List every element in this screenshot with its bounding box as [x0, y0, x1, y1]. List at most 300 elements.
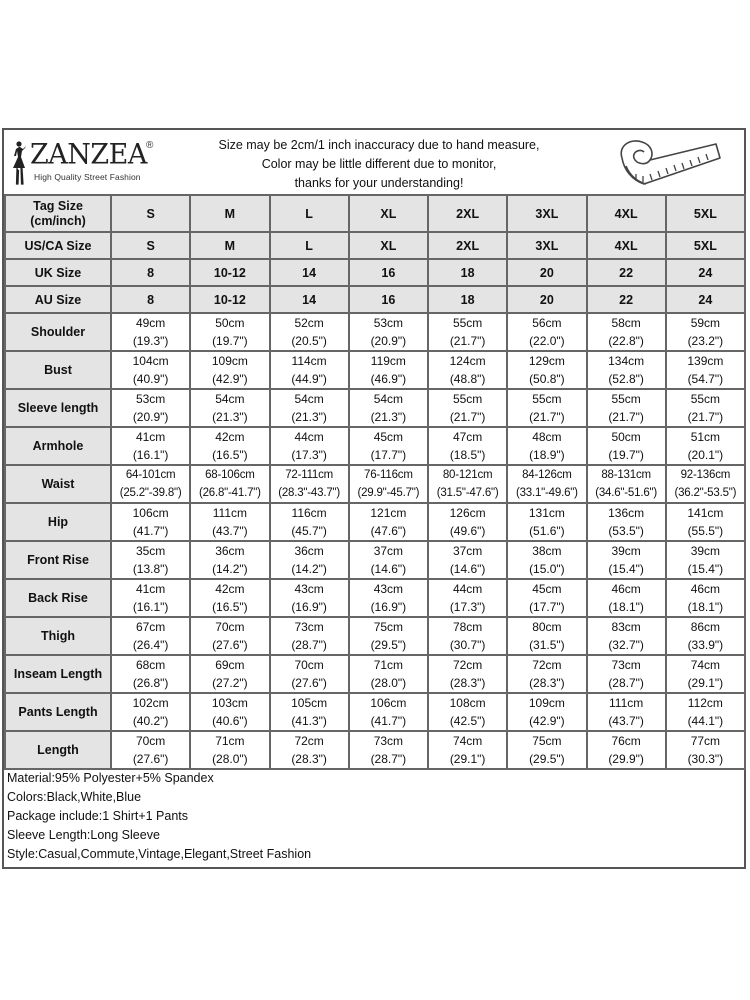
measurement-cell	[270, 503, 349, 541]
inch-value: (28.3")	[291, 752, 327, 766]
measurement-label: Waist	[5, 465, 111, 503]
cm-value: 70cm	[294, 658, 324, 672]
cm-value: 71cm	[215, 734, 245, 748]
cm-value: 55cm	[532, 392, 562, 406]
measurement-notice	[164, 136, 594, 193]
cm-value: 114cm	[291, 354, 327, 368]
measurement-cell	[349, 731, 428, 769]
measurement-cell	[111, 617, 190, 655]
cm-value: 121cm	[370, 506, 407, 520]
inch-value: (36.2"-53.5")	[674, 487, 737, 499]
inch-value: (25.2"-39.8")	[119, 487, 182, 499]
measurement-cell	[428, 655, 507, 693]
tag-size-label-line2: (cm/inch)	[30, 213, 86, 228]
measurement-cell	[111, 427, 190, 465]
cm-value: 56cm	[532, 316, 562, 330]
cm-value: 44cm	[452, 582, 483, 596]
inch-value: (20.5")	[291, 334, 327, 348]
conversion-cell: 3XL	[507, 232, 586, 259]
measurement-label: Back Rise	[5, 579, 111, 617]
inch-value: (29.1")	[449, 752, 486, 766]
cm-value: 49cm	[135, 316, 166, 330]
inch-value: (26.8")	[132, 676, 169, 690]
cm-value: 76-116cm	[364, 469, 413, 481]
measurement-cell	[349, 617, 428, 655]
inch-value: (29.9")	[608, 752, 644, 766]
cm-value: 72cm	[294, 734, 324, 748]
inch-value: (18.5")	[449, 448, 486, 462]
cm-value: 86cm	[690, 620, 721, 634]
size-col-header: M	[190, 195, 269, 232]
cm-value: 41cm	[135, 582, 166, 596]
inch-value: (28.0")	[370, 676, 407, 690]
measurement-cell	[190, 465, 269, 503]
measurement-label: Inseam Length	[5, 655, 111, 693]
cm-value: 112cm	[687, 696, 723, 710]
measurement-cell	[270, 313, 349, 351]
cm-value: 70cm	[135, 734, 166, 748]
inch-value: (21.3")	[212, 410, 248, 424]
cm-value: 80cm	[532, 620, 562, 634]
product-info	[4, 766, 744, 864]
measurement-cell	[587, 503, 666, 541]
measurement-cell	[587, 541, 666, 579]
measurement-cell	[190, 389, 269, 427]
notice-line-2: Color may be little different due to monitor,	[261, 157, 497, 171]
tag-size-label-line1: Tag Size	[33, 198, 83, 213]
tag-size-label	[5, 195, 111, 232]
measurement-cell	[666, 503, 745, 541]
cm-value: 116cm	[291, 506, 327, 520]
measurement-label: Front Rise	[5, 541, 111, 579]
measurement-cell	[270, 655, 349, 693]
measurement-cell	[507, 579, 586, 617]
cm-value: 72cm	[532, 658, 562, 672]
measurement-cell	[666, 351, 745, 389]
cm-value: 106cm	[370, 696, 407, 710]
cm-value: 42cm	[215, 582, 245, 596]
measurement-cell	[190, 427, 269, 465]
measurement-cell	[507, 541, 586, 579]
conversion-cell: 22	[587, 286, 666, 313]
inch-value: (26.4")	[132, 638, 169, 652]
tag-size-row	[5, 195, 745, 232]
measurement-cell	[666, 579, 745, 617]
cm-value: 139cm	[687, 354, 724, 368]
measurement-cell	[111, 655, 190, 693]
measurement-cell	[428, 351, 507, 389]
inch-value: (22.8")	[608, 334, 644, 348]
measurement-cell	[349, 693, 428, 731]
cm-value: 39cm	[611, 544, 641, 558]
measurement-row	[5, 579, 745, 617]
measurement-cell	[507, 351, 586, 389]
inch-value: (20.9")	[370, 334, 407, 348]
cm-value: 92-136cm	[680, 469, 731, 481]
measurement-cell	[587, 617, 666, 655]
cm-value: 70cm	[215, 620, 245, 634]
inch-value: (15.4")	[608, 562, 644, 576]
size-col-header: S	[111, 195, 190, 232]
inch-value: (27.6")	[291, 676, 327, 690]
measurement-cell	[507, 731, 586, 769]
conversion-cell: 16	[349, 286, 428, 313]
inch-value: (40.9")	[132, 372, 169, 386]
size-chart-card	[2, 128, 746, 869]
cm-value: 72cm	[452, 658, 483, 672]
inch-value: (14.2")	[212, 562, 248, 576]
inch-value: (27.6")	[132, 752, 169, 766]
inch-value: (18.9")	[529, 448, 565, 462]
conversion-cell: S	[111, 232, 190, 259]
inch-value: (48.8")	[449, 372, 486, 386]
conversion-cell: 10-12	[190, 259, 269, 286]
cm-value: 102cm	[132, 696, 169, 710]
cm-value: 78cm	[452, 620, 483, 634]
measurement-cell	[428, 427, 507, 465]
conversion-cell: 18	[428, 286, 507, 313]
inch-value: (47.6")	[370, 524, 407, 538]
measurement-row	[5, 313, 745, 351]
inch-value: (41.3")	[291, 714, 327, 728]
cm-value: 36cm	[294, 544, 324, 558]
cm-value: 74cm	[690, 658, 721, 672]
brand-tagline: High Quality Street Fashion	[34, 172, 141, 182]
measurement-label: Shoulder	[5, 313, 111, 351]
inch-value: (14.6")	[449, 562, 486, 576]
conversion-cell: 18	[428, 259, 507, 286]
measurement-cell	[587, 313, 666, 351]
measurement-cell	[507, 693, 586, 731]
inch-value: (42.9")	[212, 372, 248, 386]
measurement-label: Length	[5, 731, 111, 769]
cm-value: 72-111cm	[285, 469, 334, 481]
measurement-cell	[270, 389, 349, 427]
inch-value: (45.7")	[291, 524, 327, 538]
measuring-tape-icon	[612, 136, 730, 190]
notice-line-1: Size may be 2cm/1 inch inaccuracy due to hand measure,	[218, 138, 540, 152]
measurement-cell	[111, 313, 190, 351]
inch-value: (55.5")	[687, 524, 724, 538]
info-style: Style:Casual,Commute,Vintage,Elegant,Street Fashion	[7, 847, 312, 861]
measurement-cell	[349, 313, 428, 351]
measurement-cell	[270, 617, 349, 655]
inch-value: (31.5")	[529, 638, 565, 652]
cm-value: 136cm	[608, 506, 645, 520]
conversion-cell: 4XL	[587, 232, 666, 259]
conversion-cell: 24	[666, 259, 745, 286]
inch-value: (28.7")	[370, 752, 407, 766]
inch-value: (29.5")	[529, 752, 565, 766]
measurement-cell	[111, 389, 190, 427]
inch-value: (42.5")	[449, 714, 486, 728]
inch-value: (28.3"-43.7")	[278, 487, 341, 499]
cm-value: 106cm	[132, 506, 169, 520]
conversion-row	[5, 259, 745, 286]
cm-value: 50cm	[215, 316, 245, 330]
conversion-cell: 14	[270, 286, 349, 313]
brand-logo	[8, 138, 158, 188]
cm-value: 73cm	[373, 734, 404, 748]
cm-value: 111cm	[212, 506, 247, 520]
inch-value: (34.6"-51.6")	[595, 487, 658, 499]
cm-value: 76cm	[611, 734, 641, 748]
cm-value: 126cm	[449, 506, 486, 520]
measurement-cell	[270, 351, 349, 389]
measurement-cell	[190, 313, 269, 351]
cm-value: 119cm	[370, 354, 406, 368]
inch-value: (16.1")	[132, 448, 169, 462]
measurement-cell	[666, 465, 745, 503]
measurement-cell	[349, 427, 428, 465]
measurement-row	[5, 541, 745, 579]
chart-header	[4, 130, 744, 196]
cm-value: 54cm	[373, 392, 404, 406]
measurement-cell	[270, 465, 349, 503]
conversion-cell: 14	[270, 259, 349, 286]
inch-value: (14.2")	[291, 562, 327, 576]
measurement-cell	[428, 313, 507, 351]
measurement-label: Sleeve length	[5, 389, 111, 427]
conversion-cell: 16	[349, 259, 428, 286]
conversion-cell: 20	[507, 259, 586, 286]
inch-value: (18.1")	[608, 600, 644, 614]
measurement-cell	[190, 617, 269, 655]
cm-value: 68cm	[135, 658, 166, 672]
conversion-cell: 24	[666, 286, 745, 313]
inch-value: (17.3")	[291, 448, 327, 462]
measurement-cell	[270, 731, 349, 769]
conversion-cell: 8	[111, 259, 190, 286]
measurement-cell	[190, 579, 269, 617]
measurement-cell	[190, 503, 269, 541]
inch-value: (26.8"-41.7")	[198, 487, 261, 499]
measurement-cell	[666, 389, 745, 427]
inch-value: (27.6")	[212, 638, 248, 652]
inch-value: (21.7")	[529, 410, 565, 424]
measurement-cell	[349, 351, 428, 389]
inch-value: (22.0")	[529, 334, 565, 348]
measurement-row	[5, 731, 745, 769]
cm-value: 48cm	[532, 430, 562, 444]
cm-value: 75cm	[532, 734, 562, 748]
measurement-cell	[428, 731, 507, 769]
cm-value: 43cm	[373, 582, 404, 596]
measurement-row	[5, 693, 745, 731]
conversion-cell: 10-12	[190, 286, 269, 313]
measurement-cell	[270, 693, 349, 731]
inch-value: (40.2")	[132, 714, 169, 728]
inch-value: (53.5")	[608, 524, 644, 538]
measurement-cell	[190, 655, 269, 693]
inch-value: (23.2")	[687, 334, 724, 348]
measurement-cell	[349, 579, 428, 617]
measurement-cell	[270, 579, 349, 617]
info-material: Material:95% Polyester+5% Spandex	[7, 771, 214, 785]
measurement-cell	[428, 465, 507, 503]
cm-value: 105cm	[291, 696, 328, 710]
inch-value: (54.7")	[687, 372, 724, 386]
measurement-label: Pants Length	[5, 693, 111, 731]
cm-value: 83cm	[611, 620, 641, 634]
cm-value: 47cm	[452, 430, 483, 444]
cm-value: 41cm	[135, 430, 166, 444]
info-sleeve-length: Sleeve Length:Long Sleeve	[7, 828, 160, 842]
cm-value: 109cm	[528, 696, 565, 710]
inch-value: (21.3")	[291, 410, 327, 424]
measurement-cell	[270, 427, 349, 465]
conversion-row-label: AU Size	[5, 286, 111, 313]
conversion-row	[5, 286, 745, 313]
inch-value: (21.7")	[449, 410, 486, 424]
measurement-cell	[666, 693, 745, 731]
measurement-cell	[111, 351, 190, 389]
inch-value: (40.6")	[212, 714, 248, 728]
size-table	[4, 194, 746, 770]
inch-value: (21.7")	[449, 334, 486, 348]
cm-value: 75cm	[373, 620, 404, 634]
inch-value: (16.1")	[132, 600, 169, 614]
inch-value: (13.8")	[132, 562, 169, 576]
measurement-cell	[507, 313, 586, 351]
measurement-cell	[666, 617, 745, 655]
cm-value: 141cm	[687, 506, 724, 520]
cm-value: 68-106cm	[205, 469, 255, 481]
measurement-cell	[111, 693, 190, 731]
inch-value: (41.7")	[370, 714, 407, 728]
cm-value: 67cm	[135, 620, 166, 634]
size-col-header: 5XL	[666, 195, 745, 232]
cm-value: 103cm	[211, 696, 248, 710]
cm-value: 44cm	[294, 430, 324, 444]
cm-value: 43cm	[294, 582, 324, 596]
inch-value: (28.7")	[608, 676, 644, 690]
cm-value: 74cm	[452, 734, 483, 748]
cm-value: 50cm	[611, 430, 641, 444]
inch-value: (29.1")	[687, 676, 724, 690]
measurement-cell	[349, 465, 428, 503]
measurement-row	[5, 351, 745, 389]
measurement-row	[5, 617, 745, 655]
cm-value: 73cm	[611, 658, 641, 672]
info-colors: Colors:Black,White,Blue	[7, 790, 142, 804]
cm-value: 53cm	[373, 316, 404, 330]
inch-value: (44.1")	[687, 714, 724, 728]
measurement-cell	[587, 731, 666, 769]
measurement-cell	[507, 427, 586, 465]
size-col-header: 4XL	[587, 195, 666, 232]
measurement-row	[5, 503, 745, 541]
measurement-cell	[587, 465, 666, 503]
inch-value: (16.5")	[212, 600, 248, 614]
inch-value: (17.7")	[370, 448, 407, 462]
inch-value: (17.3")	[449, 600, 486, 614]
size-col-header: XL	[349, 195, 428, 232]
size-col-header: 3XL	[507, 195, 586, 232]
measurement-cell	[428, 693, 507, 731]
inch-value: (51.6")	[529, 524, 565, 538]
inch-value: (30.3")	[687, 752, 724, 766]
cm-value: 131cm	[528, 506, 565, 520]
cm-value: 37cm	[373, 544, 404, 558]
measurement-cell	[349, 655, 428, 693]
inch-value: (28.7")	[291, 638, 327, 652]
cm-value: 134cm	[608, 354, 645, 368]
conversion-cell: 2XL	[428, 232, 507, 259]
cm-value: 35cm	[135, 544, 166, 558]
measurement-cell	[111, 503, 190, 541]
cm-value: 39cm	[690, 544, 721, 558]
inch-value: (15.4")	[687, 562, 724, 576]
cm-value: 104cm	[132, 354, 169, 368]
conversion-row-label: UK Size	[5, 259, 111, 286]
cm-value: 46cm	[611, 582, 641, 596]
measurement-cell	[666, 655, 745, 693]
measurement-row	[5, 427, 745, 465]
measurement-cell	[349, 503, 428, 541]
inch-value: (33.1"-49.6")	[515, 487, 578, 499]
inch-value: (16.9")	[370, 600, 407, 614]
inch-value: (15.0")	[529, 562, 565, 576]
measurement-cell	[507, 617, 586, 655]
cm-value: 73cm	[294, 620, 324, 634]
cm-value: 42cm	[215, 430, 245, 444]
measurement-cell	[190, 541, 269, 579]
inch-value: (18.1")	[687, 600, 724, 614]
measurement-label: Bust	[5, 351, 111, 389]
conversion-row	[5, 232, 745, 259]
cm-value: 54cm	[215, 392, 245, 406]
cm-value: 64-101cm	[125, 469, 176, 481]
measurement-cell	[666, 731, 745, 769]
inch-value: (19.7")	[608, 448, 644, 462]
cm-value: 45cm	[373, 430, 404, 444]
cm-value: 88-131cm	[601, 469, 651, 481]
inch-value: (46.9")	[370, 372, 407, 386]
inch-value: (30.7")	[449, 638, 486, 652]
measurement-cell	[190, 731, 269, 769]
cm-value: 53cm	[135, 392, 166, 406]
cm-value: 55cm	[452, 316, 483, 330]
measurement-cell	[111, 541, 190, 579]
measurement-cell	[507, 389, 586, 427]
measurement-label: Armhole	[5, 427, 111, 465]
inch-value: (43.7")	[212, 524, 248, 538]
measurement-cell	[190, 693, 269, 731]
conversion-row-label: US/CA Size	[5, 232, 111, 259]
inch-value: (21.7")	[608, 410, 644, 424]
inch-value: (16.5")	[212, 448, 248, 462]
conversion-cell: M	[190, 232, 269, 259]
inch-value: (14.6")	[370, 562, 407, 576]
inch-value: (28.3")	[529, 676, 565, 690]
inch-value: (28.3")	[449, 676, 486, 690]
inch-value: (31.5"-47.6")	[436, 487, 499, 499]
measurement-cell	[190, 351, 269, 389]
inch-value: (28.0")	[212, 752, 248, 766]
measurement-cell	[587, 389, 666, 427]
measurement-cell	[270, 541, 349, 579]
cm-value: 109cm	[211, 354, 248, 368]
inch-value: (21.7")	[687, 410, 724, 424]
measurement-cell	[111, 731, 190, 769]
cm-value: 55cm	[690, 392, 721, 406]
cm-value: 52cm	[294, 316, 324, 330]
cm-value: 108cm	[449, 696, 486, 710]
inch-value: (19.7")	[212, 334, 248, 348]
inch-value: (43.7")	[608, 714, 644, 728]
woman-silhouette-icon	[10, 140, 28, 186]
